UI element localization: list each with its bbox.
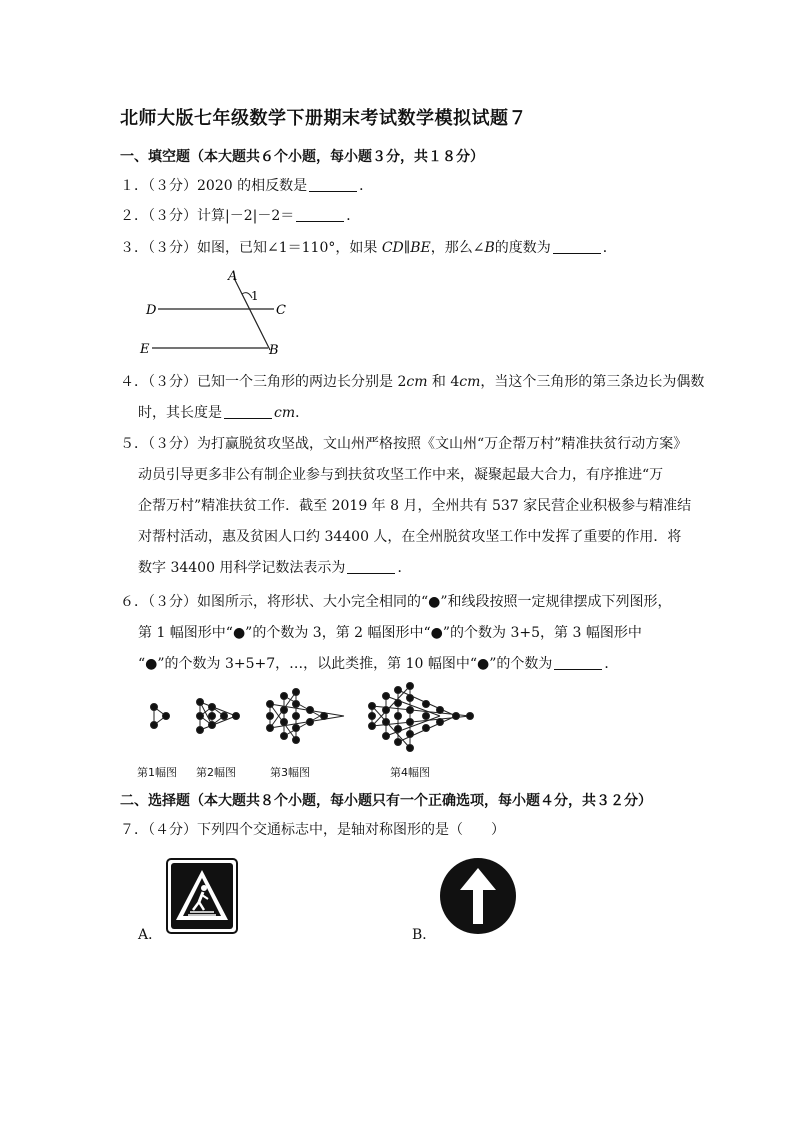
figure-label-2: 第2幅图	[196, 766, 236, 779]
label-e: E	[140, 342, 150, 357]
punct: ．	[604, 656, 619, 672]
question-1-text: １．（３分）2020 的相反数是	[120, 178, 308, 194]
dot-pattern-figures	[140, 682, 490, 756]
question-4-line1	[120, 372, 705, 392]
question-2	[120, 206, 680, 226]
punct: ．	[602, 240, 617, 256]
answer-blank	[347, 559, 395, 574]
punct: ．	[397, 560, 412, 576]
question-4-mid: 和 4	[427, 374, 460, 390]
question-4-post: ，当这个三角形的第三条边长为偶数	[480, 374, 705, 390]
answer-blank	[554, 655, 602, 670]
question-6-line2: 第 1 幅图形中“●”的个数为 3，第 2 幅图形中“●”的个数为 3+5，第 3 幅图形中	[138, 625, 642, 641]
question-6-line3-text: “●”的个数为 3+5+7，…，以此类推，第 10 幅图中“●”的个数为	[138, 656, 553, 672]
unit-cm: cm	[459, 374, 481, 390]
section-fill-in-heading: 一、填空题（本大题共６个小题，每小题３分，共１８分）	[120, 149, 484, 165]
question-6-line1: ６．（３分）如图所示，将形状、大小完全相同的“●”和线段按照一定规律摆成下列图形，	[120, 594, 672, 610]
question-6-line3	[138, 654, 698, 674]
question-5-line3: 企帮万村”精准扶贫工作．截至 2019 年 8 月，全州共有 537 家民营企业积极参与精准结	[138, 498, 692, 514]
unit-cm: cm	[274, 405, 296, 421]
question-3-mid: ，那么∠	[430, 240, 485, 256]
question-7: ７．（４分）下列四个交通标志中，是轴对称图形的是（ ）	[120, 822, 505, 838]
parallel-lines-figure	[130, 266, 300, 364]
option-a-label: A．	[138, 927, 163, 943]
straight-ahead-arrow-sign-icon	[438, 856, 518, 936]
var-cd: CD	[381, 240, 404, 256]
answer-blank	[553, 239, 601, 254]
var-b: B	[484, 240, 495, 256]
label-a: A	[228, 269, 238, 284]
question-5-line5	[138, 558, 698, 578]
dot-figure-2	[197, 699, 240, 734]
punct: ．	[295, 405, 310, 421]
label-b: B	[269, 343, 279, 358]
var-be: BE	[410, 240, 431, 256]
pedestrian-crossing-sign-icon	[166, 858, 238, 934]
figure-label-3: 第3幅图	[270, 766, 310, 779]
parallel-symbol: ∥	[403, 240, 411, 256]
question-3-text: ３．（３分）如图，已知∠1＝110°，如果	[120, 240, 382, 256]
figure-label-1: 第1幅图	[137, 766, 177, 779]
question-1	[120, 176, 680, 196]
question-4-line2	[138, 403, 698, 423]
dot-figure-3	[267, 689, 345, 744]
punct: ．	[359, 178, 374, 194]
unit-cm: cm	[406, 374, 428, 390]
page-title: 北师大版七年级数学下册期末考试数学模拟试题７	[120, 108, 527, 129]
question-5-line5-text: 数字 34400 用科学记数法表示为	[138, 560, 346, 576]
punct: ．	[346, 208, 361, 224]
question-4-line2-text: 时，其长度是	[138, 405, 222, 421]
question-2-text: ２．（３分）计算|－2|－2＝	[120, 208, 295, 224]
question-5-line4: 对帮村活动，惠及贫困人口约 34400 人，在全州脱贫攻坚工作中发挥了重要的作用．将	[138, 529, 682, 545]
option-b-label: B．	[412, 927, 437, 943]
label-d: D	[146, 303, 157, 318]
answer-blank	[296, 207, 344, 222]
question-3	[120, 238, 680, 258]
question-5-line2: 动员引导更多非公有制企业参与到扶贫攻坚工作中来，凝聚起最大合力，有序推进“万	[138, 467, 664, 483]
section-choice-heading: 二、选择题（本大题共８个小题，每小题只有一个正确选项，每小题４分，共３２分）	[120, 793, 652, 809]
figure-label-4: 第4幅图	[390, 766, 430, 779]
question-4-text: ４．（３分）已知一个三角形的两边长分别是 2	[120, 374, 407, 390]
answer-blank	[309, 177, 357, 192]
question-5-line1: ５．（３分）为打赢脱贫攻坚战，文山州严格按照《文山州“万企帮万村”精准扶贫行动方案》	[120, 436, 688, 452]
label-1: 1	[251, 289, 259, 303]
question-3-tail: 的度数为	[494, 240, 551, 256]
dot-figure-1	[151, 704, 170, 729]
label-c: C	[276, 303, 286, 318]
answer-blank	[224, 404, 272, 419]
dot-figure-4	[369, 683, 474, 752]
